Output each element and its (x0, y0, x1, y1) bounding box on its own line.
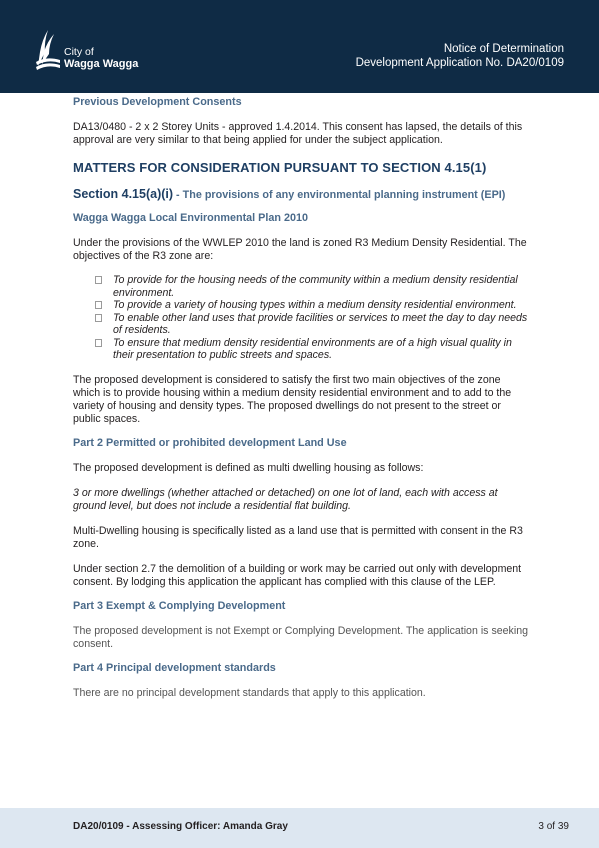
part2-text-1: Multi-Dwelling housing is specifically listed as a land use that is permitted with consent in the R3 zone. (73, 524, 523, 550)
list-item: To provide for the housing needs of the community within a medium density residential environment. (73, 274, 528, 299)
part2-definition: 3 or more dwellings (whether attached or detached) on one lot of land, each with access at ground level, but does not include a residential flat building. (73, 486, 498, 512)
section-heading (73, 188, 528, 202)
objectives-text: The proposed development is considered to satisfy the first two main objectives of the zone which is to provide housing within a medium density residential environment and to add to the variety of housing and density types. The proposed dwellings do not present to the street or public spaces. (73, 373, 512, 425)
list-item: To provide a variety of housing types within a medium density residential environment. (73, 299, 528, 312)
objectives-list (73, 274, 528, 362)
document-title: Notice of Determination (443, 43, 564, 55)
wagga-wagga-emblem-icon (34, 26, 62, 70)
page-content (73, 96, 528, 700)
footer-officer: DA20/0109 - Assessing Officer: Amanda Gray (73, 821, 288, 832)
bullet-box-icon (95, 276, 102, 284)
lep-intro: Under the provisions of the WWLEP 2010 the land is zoned R3 Medium Density Residential. The objectives of the R3 zone are: (73, 237, 527, 262)
city-logo (34, 26, 144, 76)
page-number: 3 of 39 (538, 821, 569, 832)
page-header (0, 0, 599, 93)
bullet-box-icon (95, 314, 102, 322)
prev-consents-text: DA13/0480 - 2 x 2 Storey Units - approved 1.4.2014. This consent has lapsed, the details of this approval are very similar to that being applied for under the subject application. (73, 121, 523, 146)
part3-text: The proposed development is not Exempt or Complying Development. The application is seeking consent. (73, 624, 528, 650)
logo-line-2: Wagga Wagga (64, 58, 139, 70)
part2-intro: The proposed development is defined as multi dwelling housing as follows: (73, 461, 424, 474)
lep-heading: Wagga Wagga Local Environmental Plan 2010 (73, 212, 308, 224)
part3-heading: Part 3 Exempt & Complying Development (73, 599, 286, 612)
logo-line-1: City of (64, 46, 94, 58)
part2-heading: Part 2 Permitted or prohibited development Land Use (73, 436, 347, 449)
bullet-box-icon (95, 301, 102, 309)
section-label-rest: - The provisions of any environmental planning instrument (EPI) (173, 189, 506, 201)
matters-heading: MATTERS FOR CONSIDERATION PURSUANT TO SECTION 4.15(1) (73, 160, 487, 175)
part4-heading: Part 4 Principal development standards (73, 661, 276, 674)
list-item: To enable other land uses that provide facilities or services to meet the day to day needs of residents. (73, 312, 528, 337)
part2-text-2: Under section 2.7 the demolition of a building or work may be carried out only with development consent. By lodging this application the applicant has complied with this clause of the LEP. (73, 562, 522, 588)
part4-text: There are no principal development standards that apply to this application. (73, 686, 426, 699)
bullet-box-icon (95, 339, 102, 347)
page-footer (0, 808, 599, 848)
list-item: To ensure that medium density residential environments are of a high visual quality in their presentation to public streets and spaces. (73, 337, 528, 362)
prev-consents-heading: Previous Development Consents (73, 96, 242, 108)
application-number: Development Application No. DA20/0109 (355, 57, 564, 69)
section-label: Section 4.15(a)(i) (73, 187, 174, 201)
